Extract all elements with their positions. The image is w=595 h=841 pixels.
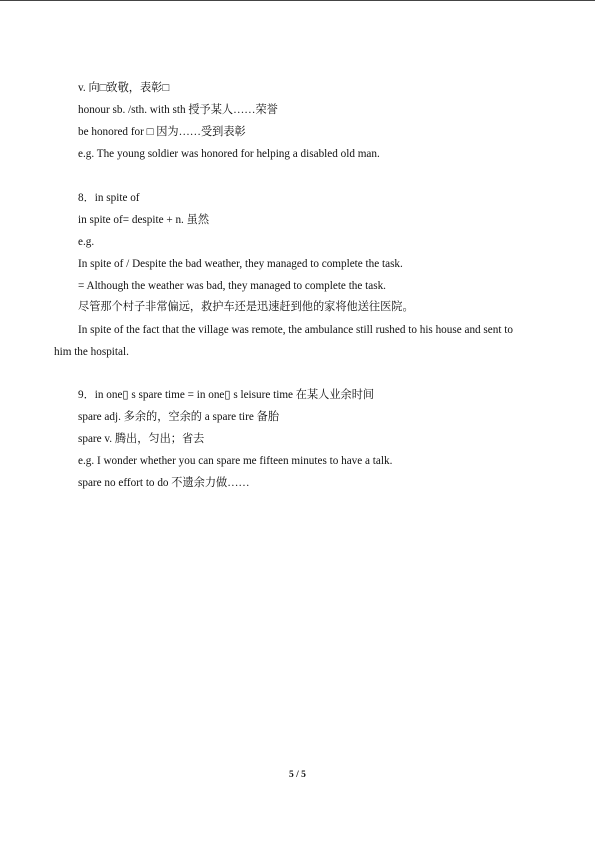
text-line-chinese-village: 尽管那个村子非常偏远，救护车还是迅速赶到他的家将他送往医院。 (78, 301, 414, 313)
text-line-spare-adj: spare adj. 多余的，空余的 a spare tire 备胎 (78, 411, 280, 423)
text-line-example-spare: e.g. I wonder whether you can spare me fifteen minutes to have a talk. (78, 455, 393, 467)
section-heading-8: 8．in spite of (78, 192, 140, 204)
section-heading-9: 9．in one▯ s spare time = in one▯ s leisure time 在某人业余时间 (78, 389, 375, 401)
text-line-honour-with: honour sb. /sth. with sth 授予某人……荣誉 (78, 104, 278, 116)
text-line-honored-for: be honored for □ 因为……受到表彰 (78, 126, 246, 138)
text-line-example-soldier: e.g. The young soldier was honored for helping a disabled old man. (78, 148, 380, 160)
text-line-hospital: him the hospital. (54, 346, 129, 358)
text-line-despite: in spite of= despite + n. 虽然 (78, 214, 210, 226)
text-line-bad-weather: In spite of / Despite the bad weather, they managed to complete the task. (78, 258, 403, 270)
page-number: 5 / 5 (289, 770, 306, 780)
header-rule (0, 0, 595, 1)
text-line-spare-v: spare v. 腾出，匀出；省去 (78, 433, 205, 445)
text-line-spare-no-effort: spare no effort to do 不遗余力做…… (78, 477, 250, 489)
text-line-eg: e.g. (78, 236, 95, 248)
text-line-v-xiang-zhijing: v. 向□致敬，表彰□ (78, 82, 170, 94)
text-line-fact-that: In spite of the fact that the village was remote, the ambulance still rushed to his house and sent to (78, 324, 513, 336)
text-line-although: = Although the weather was bad, they managed to complete the task. (78, 280, 386, 292)
